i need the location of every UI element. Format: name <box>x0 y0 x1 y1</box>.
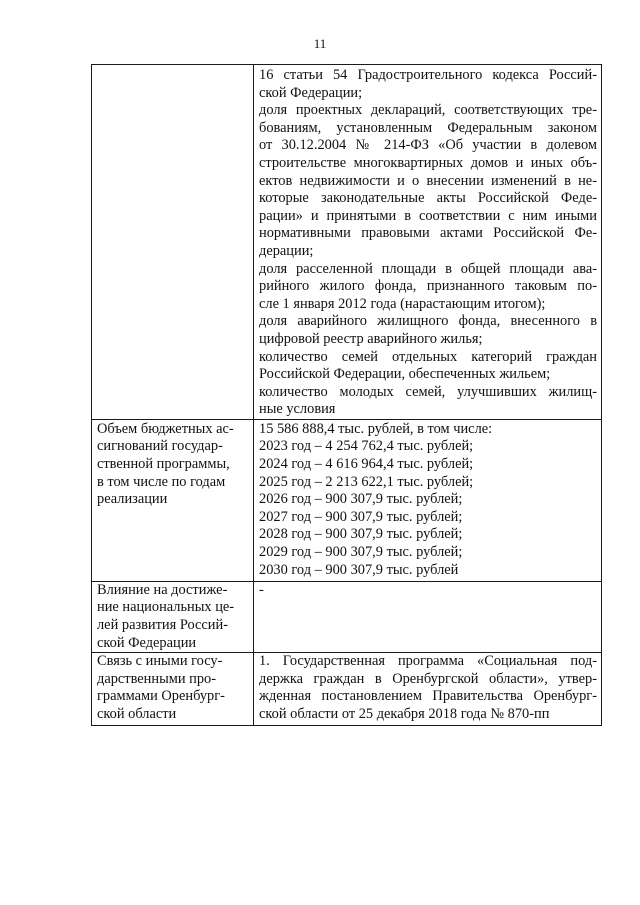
indicator-text-line: количество семей отдельных категорий граждан <box>259 348 597 365</box>
indicator-text-line: от 30.12.2004 № 214-ФЗ «Об участии в долевом <box>259 137 597 154</box>
links-value-line: жденная постановлением Правительства Оренбург- <box>259 688 597 705</box>
budget-label-line: в том числе по годам <box>97 473 226 490</box>
table-row <box>92 653 602 726</box>
budget-label-line: Объем бюджетных ас- <box>97 420 234 437</box>
budget-year-line: 2027 год – 900 307,9 тыс. рублей; <box>259 508 463 525</box>
table-row <box>92 419 602 581</box>
budget-year-line: 2029 год – 900 307,9 тыс. рублей; <box>259 544 463 561</box>
budget-total: 15 586 888,4 тыс. рублей, в том числе: <box>259 420 493 437</box>
budget-year-line: 2025 год – 2 213 622,1 тыс. рублей; <box>259 473 474 490</box>
indicator-text-line: ской Федерации; <box>259 84 363 101</box>
links-value-cell <box>254 653 602 726</box>
links-label-line: Связь с иными госу- <box>97 653 223 670</box>
influence-value-cell <box>254 581 602 652</box>
budget-label-line: реализации <box>97 491 168 508</box>
links-label-line: ской области <box>97 706 177 723</box>
page-number: 11 <box>313 36 327 51</box>
indicator-text-line: рийного жилого фонда, признанного таковым по- <box>259 278 597 295</box>
indicator-text-line: доля аварийного жилищного фонда, внесенного в <box>259 313 597 330</box>
influence-label-line: ние национальных це- <box>97 599 235 616</box>
budget-label-line: сигнований государ- <box>97 438 223 455</box>
indicator-text-line: которые законодательные акты Российской Феде- <box>259 190 597 207</box>
passport-table <box>91 64 602 726</box>
indicator-text-line: дерации; <box>259 242 314 259</box>
links-label-line: граммами Оренбург- <box>97 688 225 705</box>
indicator-text-line: рации» и принятыми в соответствии с ним иными <box>259 207 597 224</box>
budget-year-line: 2026 год – 900 307,9 тыс. рублей; <box>259 491 463 508</box>
indicator-text-line: доля проектных деклараций, соответствующих тре- <box>259 102 597 119</box>
budget-year-line: 2024 год – 4 616 964,4 тыс. рублей; <box>259 456 474 473</box>
budget-label-cell <box>92 419 254 581</box>
links-value-line: 1. Государственная программа «Социальная под- <box>259 653 597 670</box>
links-label-cell <box>92 653 254 726</box>
indicator-text-line: строительстве многоквартирных домов и иных объ- <box>259 154 597 171</box>
links-value-line: ской области от 25 декабря 2018 года № 870-пп <box>259 706 550 723</box>
budget-label-line: ственной программы, <box>97 456 230 473</box>
links-value-line: держка граждан в Оренбургской области», утвер- <box>259 670 597 687</box>
influence-label-cell <box>92 581 254 652</box>
table-row <box>92 581 602 652</box>
table-row <box>92 65 602 420</box>
indicator-text-line: доля расселенной площади в общей площади ава- <box>259 260 597 277</box>
influence-label-line: лей развития Россий- <box>97 617 229 634</box>
indicator-text-line: бованиям, установленным Федеральным законом <box>259 119 597 136</box>
row-label-empty <box>92 65 254 420</box>
indicator-text-line: нормативными правовыми актами Российской Фе- <box>259 225 597 242</box>
indicator-text-line: ные условия <box>259 401 336 418</box>
links-label-line: дарственными про- <box>97 670 217 687</box>
influence-label-line: Влияние на достиже- <box>97 581 228 598</box>
budget-year-line: 2028 год – 900 307,9 тыс. рублей; <box>259 526 463 543</box>
indicator-text-line: сле 1 января 2012 года (нарастающим итогом); <box>259 295 546 312</box>
budget-value-cell <box>254 419 602 581</box>
indicator-text-line: Российской Федерации, обеспеченных жильем; <box>259 366 551 383</box>
indicator-text-line: количество молодых семей, улучшивших жилищ- <box>259 383 597 400</box>
indicator-text-line: 16 статьи 54 Градостроительного кодекса Россий- <box>259 67 597 83</box>
target-indicators-cell <box>254 65 602 420</box>
budget-year-line: 2023 год – 4 254 762,4 тыс. рублей; <box>259 438 474 455</box>
indicator-text-line: ектов недвижимости и о внесении изменений в не- <box>259 172 597 189</box>
budget-year-line: 2030 год – 900 307,9 тыс. рублей <box>259 561 459 578</box>
influence-value: - <box>259 581 264 598</box>
influence-label-line: ской Федерации <box>97 634 197 651</box>
indicator-text-line: цифровой реестр аварийного жилья; <box>259 330 483 347</box>
